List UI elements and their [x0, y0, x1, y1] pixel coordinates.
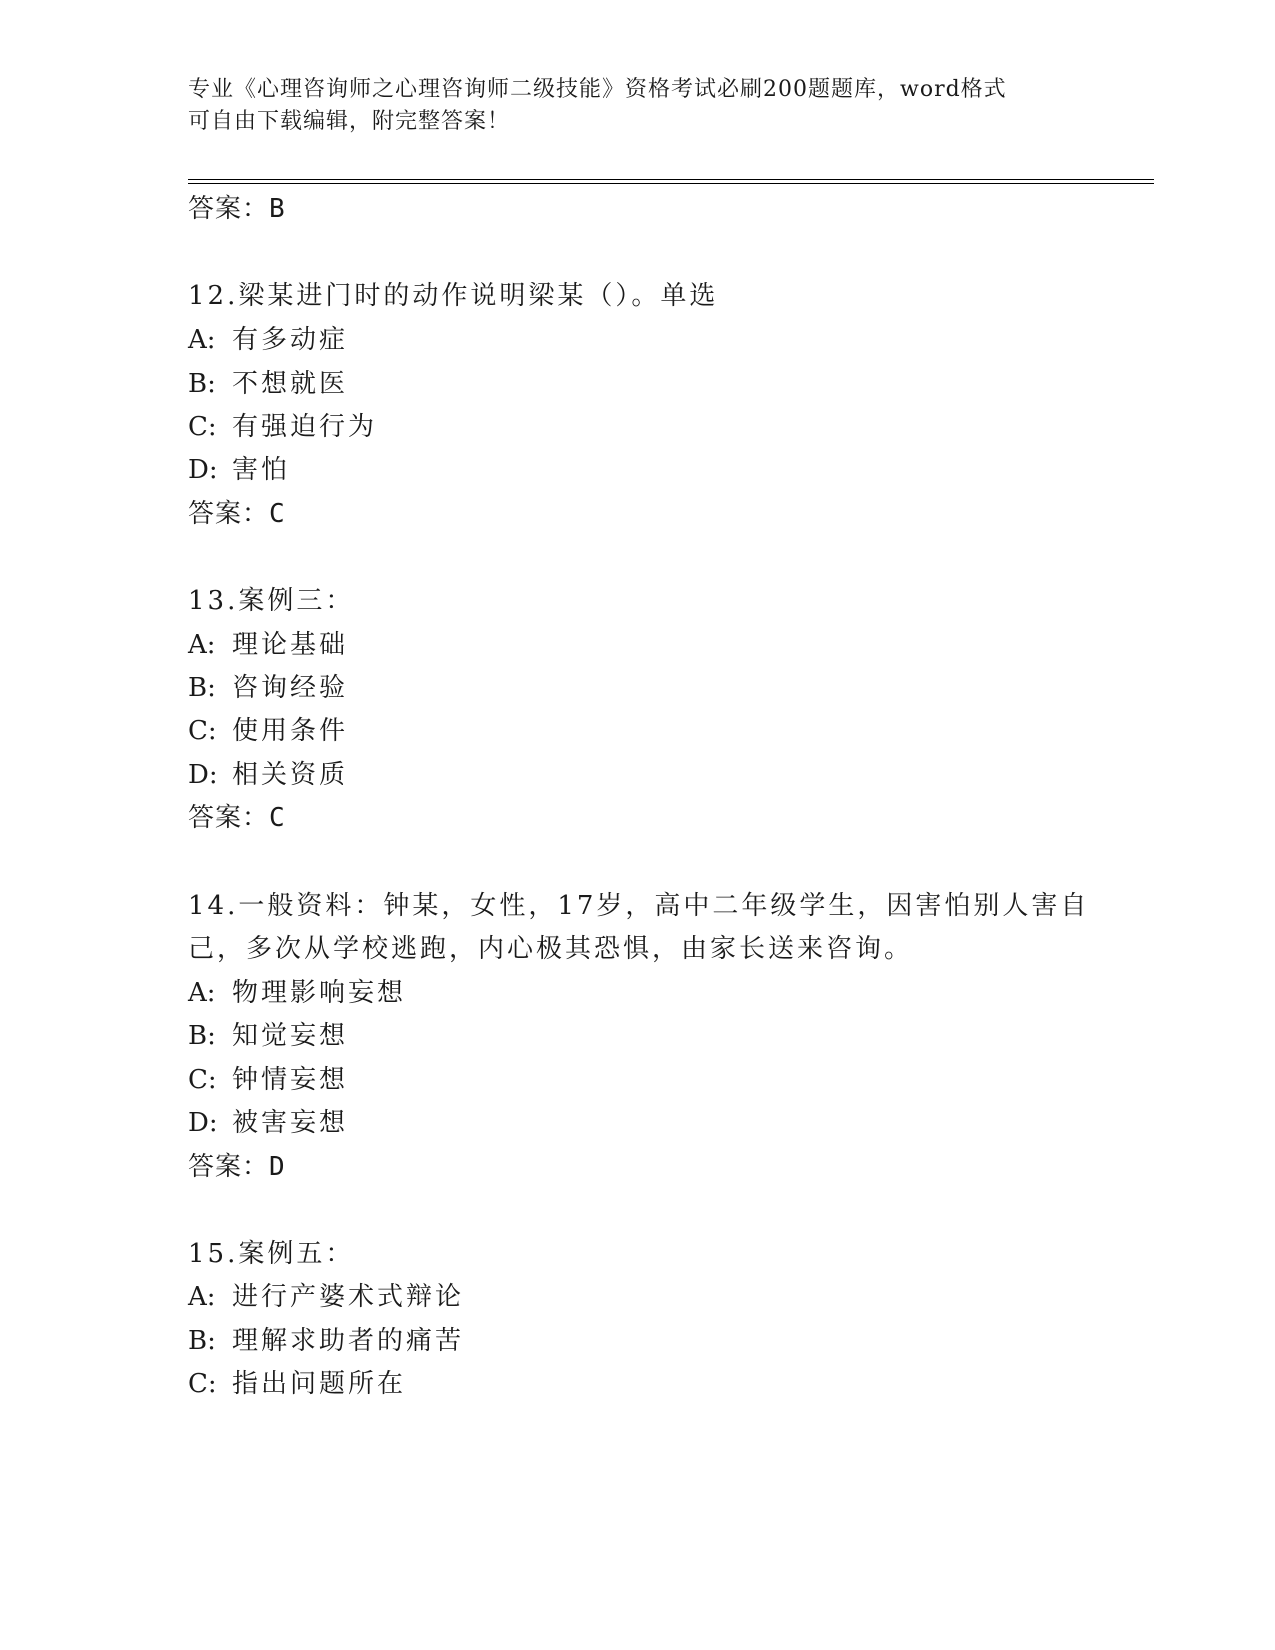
option-text: 不想就医 [232, 369, 349, 399]
option-text: 有强迫行为 [232, 412, 378, 442]
answer-label: 答案： [188, 499, 270, 529]
question-stem-q13: 13.案例三： [188, 586, 355, 616]
question-stem-q15: 15.案例五： [188, 1239, 355, 1269]
option-key: D: [188, 1108, 218, 1138]
option-q13-c [188, 714, 348, 748]
option-text: 被害妄想 [232, 1108, 349, 1138]
answer-line-q11 [188, 192, 286, 226]
answer-line-q12 [188, 497, 286, 531]
option-q12-b [188, 367, 348, 401]
option-text: 指出问题所在 [232, 1369, 407, 1399]
option-q15-b [188, 1324, 464, 1358]
option-q15-a [188, 1280, 464, 1314]
header-line-1: 专业《心理咨询师之心理咨询师二级技能》资格考试必刷200题题库，word格式 [188, 77, 1007, 102]
option-q15-c [188, 1367, 406, 1401]
answer-label: 答案： [188, 194, 270, 224]
header-divider-bottom [188, 183, 1154, 184]
option-key: D: [188, 455, 218, 485]
option-q12-c [188, 410, 377, 444]
question-stem-q14-line2: 己，多次从学校逃跑，内心极其恐惧，由家长送来咨询。 [188, 934, 914, 964]
answer-value: C [269, 499, 286, 529]
option-q12-d [188, 453, 290, 487]
question-stem-q12: 12.梁某进门时的动作说明梁某（）。单选 [188, 281, 719, 311]
option-text: 害怕 [232, 455, 291, 485]
option-text: 使用条件 [232, 716, 349, 746]
option-text: 钟情妄想 [232, 1065, 349, 1095]
option-key: A: [188, 978, 216, 1008]
option-key: B: [188, 1021, 216, 1051]
option-q14-d [188, 1106, 348, 1140]
option-text: 咨询经验 [232, 673, 349, 703]
header-divider-top [188, 179, 1154, 180]
answer-line-q13 [188, 801, 286, 835]
answer-label: 答案： [188, 1152, 270, 1182]
option-text: 理解求助者的痛苦 [232, 1326, 465, 1356]
option-text: 进行产婆术式辩论 [232, 1282, 465, 1312]
option-q13-d [188, 758, 348, 792]
answer-label: 答案： [188, 803, 270, 833]
option-q13-b [188, 671, 348, 705]
option-text: 理论基础 [232, 630, 349, 660]
option-key: C: [188, 1369, 217, 1399]
option-q14-a [188, 976, 406, 1010]
option-text: 相关资质 [232, 760, 349, 790]
option-key: C: [188, 716, 217, 746]
option-text: 有多动症 [232, 325, 349, 355]
option-q12-a [188, 323, 348, 357]
option-q13-a [188, 628, 348, 662]
option-key: B: [188, 673, 216, 703]
option-key: A: [188, 630, 216, 660]
option-key: C: [188, 1065, 217, 1095]
answer-value: C [269, 803, 286, 833]
option-key: B: [188, 1326, 216, 1356]
option-key: A: [188, 325, 216, 355]
option-q14-b [188, 1019, 348, 1053]
option-key: B: [188, 369, 216, 399]
answer-value: B [269, 194, 286, 224]
option-key: C: [188, 412, 217, 442]
document-header [188, 74, 1088, 138]
option-text: 物理影响妄想 [232, 978, 407, 1008]
question-stem-q14-line1: 14.一般资料：钟某，女性，17岁，高中二年级学生，因害怕别人害自 [188, 891, 1090, 921]
answer-value: D [269, 1152, 286, 1182]
header-line-2: 可自由下载编辑，附完整答案！ [188, 109, 511, 134]
option-q14-c [188, 1063, 348, 1097]
option-key: D: [188, 760, 218, 790]
option-key: A: [188, 1282, 216, 1312]
option-text: 知觉妄想 [232, 1021, 349, 1051]
answer-line-q14 [188, 1150, 286, 1184]
